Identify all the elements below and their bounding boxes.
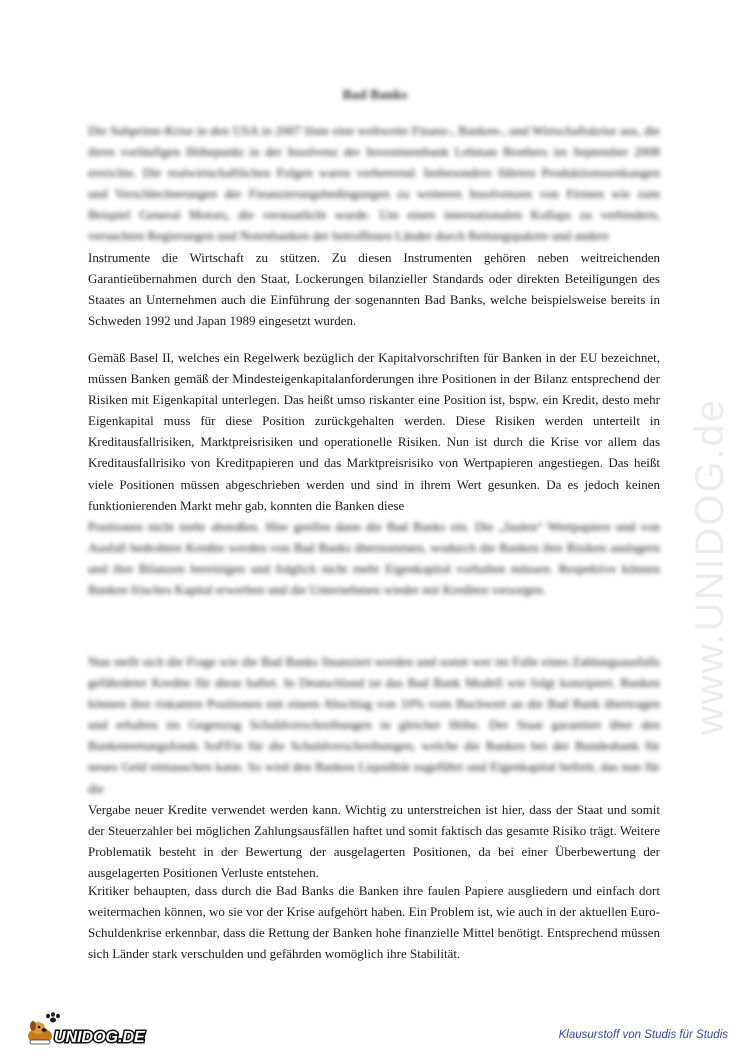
blurred-text-2: Positionen nicht mehr abstoßen. Hier greifen dann die Bad Banks ein. Die „faulen“ Wertpapiere und von Ausfall bedrohten Kredite werden von Bad Banks übernommen, wodurch die Banken ihre Risiken auslagern und ihre Bilanzen bereinigen und folglich nicht mehr Eigenkapital vorhalten müssen. Respektive können Banken frisches Kapital erwerben und die Unternehmen wieder mit Krediten versorgen. xyxy=(88,518,660,598)
visible-text-3: Vergabe neuer Kredite verwendet werden kann. Wichtig zu unterstreichen ist hier, dass der Staat und somit der Steuerzahler bei möglichen Zahlungsausfällen haftet und somit faktisch das gesamte Risiko trägt. Weitere Problematik besteht in der Bewertung der ausgelagerten Positionen, da bei einer Überbewertung der ausgelagerten Positionen Verluste entstehen. xyxy=(88,801,660,880)
visible-text-2: Gemäß Basel II, welches ein Regelwerk bezüglich der Kapitalvorschriften für Banken in der EU bezeichnet, müssen Banken gemäß der Mindesteigenkapitalanforderungen ihre Positionen in der Bilanz entsprechend der Risiken mit Eigenkapital unterlegen. Das heißt umso riskanter eine Position ist, bspw. ein Kredit, desto mehr Eigenkapital muss für diese Position zurückgehalten werden. Diese Risiken werden unterteilt in Kreditausfallrisiken, Marktpreisrisiken und operationelle Risiken. Nun ist durch die Krise vor allem das Kreditausfallrisiko von Kreditpapieren und das Marktpreisrisiko von Wertpapieren angestiegen. Das heißt viele Positionen müssen abgeschrieben werden und sind in ihrem Wert gesunken. Da es jedoch keinen funktionierenden Markt mehr gab, konnten die Banken diese xyxy=(88,350,660,513)
logo-text: UNIDOG.DE xyxy=(54,1029,145,1046)
unidog-logo[interactable] xyxy=(26,1012,154,1046)
blurred-text-3: Nun stellt sich die Frage wie die Bad Banks finanziert werden und somit wer im Falle eines Zahlungsausfalls gefährdeter Kredite für diese haftet. In Deutschland ist das Bad Bank Modell wie folgt konzipiert. Banken können ihre riskanten Positionen mit einem Abschlag von 10% vom Buchwert an die Bad Bank übertragen und erhalten im Gegenzug Schuldverschreibungen in gleicher Höhe. Der Staat garantiert über den Bankenrettungsfonds SoFFin für die Schuldverschreibungen, welche die Banken bei der Bundesbank für neues Geld eintauschen kann. So wird den Banken Liquidität zugeführt und Eigenkapital befreit, das nun für die xyxy=(88,654,660,796)
visible-text-4: Kritiker behaupten, dass durch die Bad Banks die Banken ihre faulen Papiere ausgliedern und einfach dort weitermachen können, wo sie vor der Krise aufgehört haben. Ein Problem ist, wie auch in der aktuellen Euro- Schuldenkrise erkennbar, dass die Rettung der Banken hohe finanzielle Mittel benötigt. Entsprechend müssen sich Länder stark verschulden und gefährden womöglich ihre Stabilität. xyxy=(88,883,660,962)
paragraph-4 xyxy=(88,880,660,964)
watermark xyxy=(687,270,737,740)
watermark-text: www.UNIDOG.de xyxy=(688,397,732,735)
paragraph-3 xyxy=(88,651,660,883)
blurred-text-1: Die Subprime-Krise in den USA in 2007 löste eine weltweite Finanz-, Banken-, und Wirtschaftskrise aus, die ihren vorläufigen Höhepunkt in der Insolvenz der Investmentbank Lehman Brothers im September 2008 erreichte. Die realwirtschaftlichen Folgen waren verheerend. Insbesondere führten Produktionssenkungen und Verschlechterungen der Finanzierungsbedingungen zu weiteren Insolvenzen von Firmen wie zum Beispiel General Motors, die verstaatlicht wurde. Um einen internationalen Kollaps zu verhindern, versuchten Regierungen und Notenbanken der betroffenen Länder durch Rettungspakete und andere xyxy=(88,123,660,244)
visible-text-1: Instrumente die Wirtschaft zu stützen. Zu diesen Instrumenten gehören neben weitreichenden Garantieübernahmen durch den Staat, Lockerungen bilanzieller Standards oder direkten Beteiligungen des Staates an Unternehmen auch die Einführung der sogenannten Bad Banks, welche beispielsweise bereits in Schweden 1992 und Japan 1989 eingesetzt wurden. xyxy=(88,249,660,328)
paragraph-1 xyxy=(88,120,660,331)
document-title: Bad Banks xyxy=(342,88,408,103)
footer-tagline-link[interactable]: Klausurstoff von Studis für Studis xyxy=(558,1029,728,1041)
dog-logo-icon xyxy=(26,1012,154,1046)
watermark-graphic xyxy=(687,270,737,740)
paragraph-2 xyxy=(88,347,660,600)
